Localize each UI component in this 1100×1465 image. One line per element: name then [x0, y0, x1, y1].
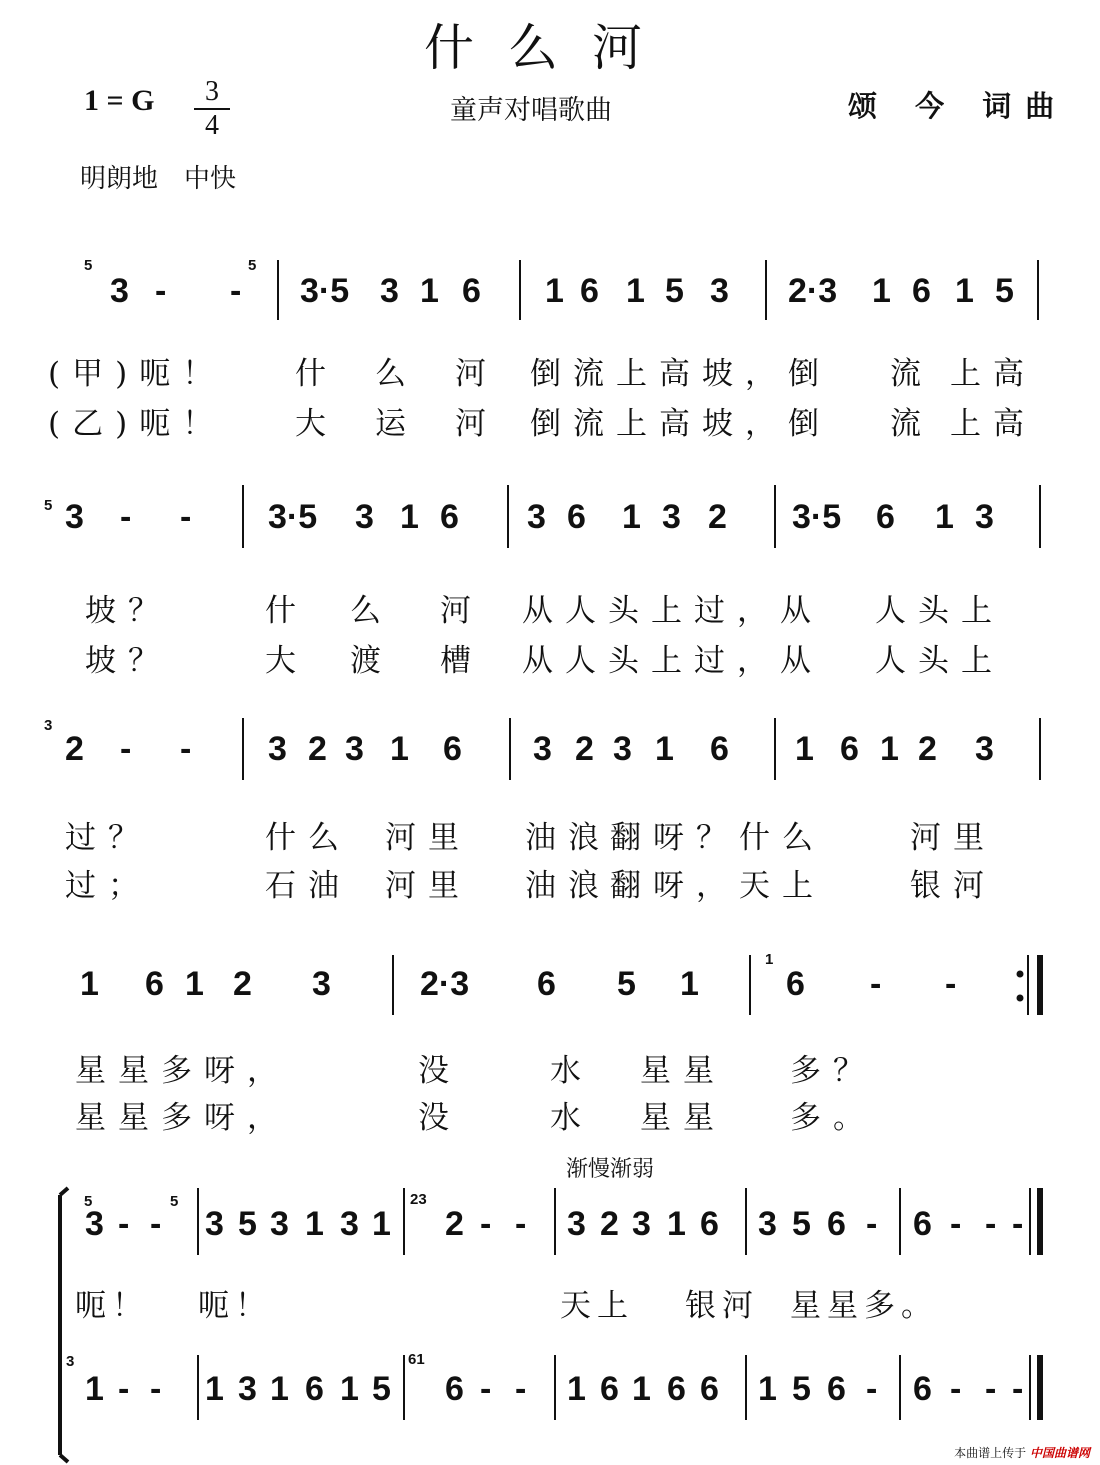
note-row6-0: 1: [85, 1370, 104, 1408]
coda-lyric-0: 呃！: [75, 1288, 149, 1324]
note-row3-1: -: [120, 730, 132, 768]
coda-lyric-3: 银河: [685, 1288, 759, 1324]
coda-lyric-4: 星星多。: [790, 1288, 938, 1324]
lyric-0-b-4: 倒流上高坡，倒: [530, 406, 831, 442]
note-row6-22: -: [950, 1370, 962, 1408]
note-row6-14: 1: [632, 1370, 651, 1408]
note-row2-1: -: [120, 498, 132, 536]
note-row3-8: 3: [533, 730, 552, 768]
note-row3-13: 1: [795, 730, 814, 768]
note-row1-14: 6: [912, 272, 931, 310]
note-row4-11: -: [945, 965, 957, 1003]
note-row1-1: -: [155, 272, 167, 310]
note-row3-6: 1: [390, 730, 409, 768]
note-row3-9: 2: [575, 730, 594, 768]
lyric-3-b-4: 多。: [790, 1100, 876, 1136]
note-row1-9: 1: [626, 272, 645, 310]
note-row5-0: 3: [85, 1205, 104, 1243]
note-row3-10: 3: [613, 730, 632, 768]
note-row6-8: 5: [372, 1370, 391, 1408]
note-row5-11: -: [515, 1205, 527, 1243]
note-row1-12: 2·3: [788, 272, 838, 310]
grace-note-2: 5: [44, 497, 53, 514]
note-row5-15: 1: [667, 1205, 686, 1243]
note-row1-11: 3: [710, 272, 729, 310]
note-row5-13: 2: [600, 1205, 619, 1243]
lyric-3-a-2: 水: [550, 1053, 593, 1089]
note-row6-10: -: [480, 1370, 492, 1408]
note-row5-5: 3: [270, 1205, 289, 1243]
lyric-2-a-4: 翻呀？什么: [610, 820, 825, 856]
note-row6-2: -: [150, 1370, 162, 1408]
note-row5-10: -: [480, 1205, 492, 1243]
note-row1-2: -: [230, 272, 242, 310]
note-row6-16: 6: [700, 1370, 719, 1408]
lyric-0-a-5: 流: [890, 356, 933, 392]
note-row3-5: 3: [345, 730, 364, 768]
grace-note-4: 1: [765, 951, 774, 968]
note-row6-19: 6: [827, 1370, 846, 1408]
lyric-1-b-5: 人头上: [875, 643, 1004, 679]
note-row1-16: 5: [995, 272, 1014, 310]
note-row2-6: 6: [440, 498, 459, 536]
lyric-2-a-2: 河里: [385, 820, 471, 856]
note-row5-1: -: [118, 1205, 130, 1243]
note-row2-14: 1: [935, 498, 954, 536]
lyric-0-b-1: 大: [295, 406, 338, 442]
note-row6-13: 6: [600, 1370, 619, 1408]
lyric-1-a-5: 人头上: [875, 593, 1004, 629]
note-row2-5: 1: [400, 498, 419, 536]
lyric-0-b-6: 上高: [950, 406, 1036, 442]
note-row3-3: 3: [268, 730, 287, 768]
song-title: 什么河: [424, 19, 676, 77]
lyric-0-a-4: 倒流上高坡，倒: [530, 356, 831, 392]
note-row5-23: -: [985, 1205, 997, 1243]
note-row2-12: 3·5: [792, 498, 842, 536]
note-row6-23: -: [985, 1370, 997, 1408]
note-row4-4: 3: [312, 965, 331, 1003]
note-row5-21: 6: [913, 1205, 932, 1243]
note-row5-24: -: [1012, 1205, 1024, 1243]
repeat-dots: [1017, 971, 1024, 1002]
lyric-2-a-1: 什么: [265, 820, 351, 856]
grace-note-7: 23: [410, 1191, 427, 1208]
note-row5-4: 5: [238, 1205, 257, 1243]
note-row4-10: -: [870, 965, 882, 1003]
note-row2-4: 3: [355, 498, 374, 536]
lyric-0-a-2: 么: [375, 356, 418, 392]
lyric-0-a-3: 河: [455, 356, 498, 392]
lyric-2-a-0: 过？: [65, 820, 151, 856]
lyric-1-a-1: 什: [265, 593, 308, 629]
note-row5-12: 3: [567, 1205, 586, 1243]
lyric-2-b-0: 过；: [65, 868, 151, 904]
note-row5-7: 3: [340, 1205, 359, 1243]
note-row3-15: 1: [880, 730, 899, 768]
grace-note-1: 5: [248, 257, 257, 274]
note-row3-17: 3: [975, 730, 994, 768]
note-row6-4: 3: [238, 1370, 257, 1408]
note-row4-1: 6: [145, 965, 164, 1003]
note-row1-8: 6: [580, 272, 599, 310]
note-row2-0: 3: [65, 498, 84, 536]
lyric-2-b-5: 银河: [910, 868, 996, 904]
note-row5-16: 6: [700, 1205, 719, 1243]
note-row2-11: 2: [708, 498, 727, 536]
note-row5-3: 3: [205, 1205, 224, 1243]
note-row1-0: 3: [110, 272, 129, 310]
lyric-3-a-0: 星星多呀，: [75, 1053, 290, 1089]
lyric-1-a-3: 河: [440, 593, 483, 629]
note-row6-6: 6: [305, 1370, 324, 1408]
note-row2-8: 6: [567, 498, 586, 536]
lyric-2-b-1: 石油: [265, 868, 351, 904]
note-row6-11: -: [515, 1370, 527, 1408]
lyric-3-a-3: 星星: [640, 1053, 726, 1089]
note-row3-4: 2: [308, 730, 327, 768]
note-row4-6: 6: [537, 965, 556, 1003]
note-row6-24: -: [1012, 1370, 1024, 1408]
composer-credit: 颂 今 词曲: [848, 89, 1069, 123]
lyric-3-b-3: 星星: [640, 1100, 726, 1136]
note-row5-6: 1: [305, 1205, 324, 1243]
lyric-1-b-4: 从人头上过，从: [522, 643, 823, 679]
note-row4-2: 1: [185, 965, 204, 1003]
coda-dynamic-marking: 渐慢渐弱: [566, 1157, 655, 1182]
lyric-3-b-0: 星星多呀，: [75, 1100, 290, 1136]
note-row4-8: 1: [680, 965, 699, 1003]
note-row5-18: 5: [792, 1205, 811, 1243]
note-row6-21: 6: [913, 1370, 932, 1408]
lyric-0-b-3: 河: [455, 406, 498, 442]
coda-lyric-2: 天上: [560, 1288, 634, 1324]
note-row5-8: 1: [372, 1205, 391, 1243]
lyric-1-b-0: 坡？: [85, 643, 171, 679]
grace-note-8: 3: [66, 1353, 75, 1370]
lyric-3-a-1: 没: [418, 1053, 461, 1089]
note-row2-9: 1: [622, 498, 641, 536]
note-row5-20: -: [866, 1205, 878, 1243]
lyric-2-b-3: 油浪: [525, 868, 611, 904]
note-row4-5: 2·3: [420, 965, 470, 1003]
lyric-1-a-4: 从人头上过，从: [522, 593, 823, 629]
note-row5-14: 3: [632, 1205, 651, 1243]
lyric-3-a-4: 多？: [790, 1053, 876, 1089]
note-row6-18: 5: [792, 1370, 811, 1408]
note-row3-7: 6: [443, 730, 462, 768]
lyric-1-b-1: 大: [265, 643, 308, 679]
note-row3-2: -: [180, 730, 192, 768]
footer-upload-text: 本曲谱上传于: [954, 1446, 1027, 1460]
time-signature-top: 3: [205, 76, 219, 107]
note-row1-10: 5: [665, 272, 684, 310]
song-subtitle: 童声对唱歌曲: [450, 95, 612, 126]
footer-credit: [954, 1444, 1090, 1461]
note-row1-15: 1: [955, 272, 974, 310]
note-row1-13: 1: [872, 272, 891, 310]
note-row5-17: 3: [758, 1205, 777, 1243]
lyric-0-b-0: (乙)呃！: [48, 406, 226, 442]
lyric-3-b-2: 水: [550, 1100, 593, 1136]
note-row6-20: -: [866, 1370, 878, 1408]
grace-note-0: 5: [84, 257, 93, 274]
key-signature: 1 = G: [84, 84, 155, 117]
note-row1-6: 6: [462, 272, 481, 310]
grace-note-6: 5: [170, 1193, 179, 1210]
lyric-1-b-3: 槽: [440, 643, 483, 679]
grace-note-3: 3: [44, 717, 53, 734]
note-row5-19: 6: [827, 1205, 846, 1243]
note-row6-17: 1: [758, 1370, 777, 1408]
lyric-0-b-5: 流: [890, 406, 933, 442]
lyric-1-a-0: 坡？: [85, 593, 171, 629]
note-row6-1: -: [118, 1370, 130, 1408]
note-row2-7: 3: [527, 498, 546, 536]
note-row2-15: 3: [975, 498, 994, 536]
note-row1-5: 1: [420, 272, 439, 310]
note-row4-9: 6: [786, 965, 805, 1003]
lyric-2-a-5: 河里: [910, 820, 996, 856]
note-row6-9: 6: [445, 1370, 464, 1408]
note-row4-0: 1: [80, 965, 99, 1003]
lyric-0-a-0: (甲)呃！: [48, 356, 226, 392]
footer-brand: 中国曲谱网: [1029, 1446, 1090, 1460]
lyric-0-a-1: 什: [295, 356, 338, 392]
note-row2-13: 6: [876, 498, 895, 536]
note-row1-7: 1: [545, 272, 564, 310]
note-row5-2: -: [150, 1205, 162, 1243]
lyric-0-a-6: 上高: [950, 356, 1036, 392]
note-row2-2: -: [180, 498, 192, 536]
lyric-0-b-2: 运: [375, 406, 418, 442]
note-row3-14: 6: [840, 730, 859, 768]
time-signature-bottom: 4: [205, 110, 219, 141]
note-row6-15: 6: [667, 1370, 686, 1408]
note-row1-4: 3: [380, 272, 399, 310]
note-row5-22: -: [950, 1205, 962, 1243]
note-row3-0: 2: [65, 730, 84, 768]
note-row3-11: 1: [655, 730, 674, 768]
lyric-3-b-1: 没: [418, 1100, 461, 1136]
note-row6-3: 1: [205, 1370, 224, 1408]
note-row1-3: 3·5: [300, 272, 350, 310]
note-row6-12: 1: [567, 1370, 586, 1408]
system-bracket: [60, 1188, 68, 1462]
lyric-1-b-2: 渡: [350, 643, 393, 679]
note-row2-10: 3: [662, 498, 681, 536]
grace-note-5: 5: [84, 1193, 93, 1210]
lyric-2-b-4: 翻呀，天上: [610, 868, 825, 904]
note-row3-12: 6: [710, 730, 729, 768]
lyric-2-a-3: 油浪: [525, 820, 611, 856]
coda-lyric-1: 呃！: [198, 1288, 272, 1324]
note-row6-7: 1: [340, 1370, 359, 1408]
note-row5-9: 2: [445, 1205, 464, 1243]
note-row6-5: 1: [270, 1370, 289, 1408]
lyric-2-b-2: 河里: [385, 868, 471, 904]
note-row4-7: 5: [617, 965, 636, 1003]
grace-note-9: 61: [408, 1351, 425, 1368]
note-row3-16: 2: [918, 730, 937, 768]
note-row2-3: 3·5: [268, 498, 318, 536]
note-row4-3: 2: [233, 965, 252, 1003]
tempo-marking: 明朗地 中快: [80, 164, 237, 194]
lyric-1-a-2: 么: [350, 593, 393, 629]
